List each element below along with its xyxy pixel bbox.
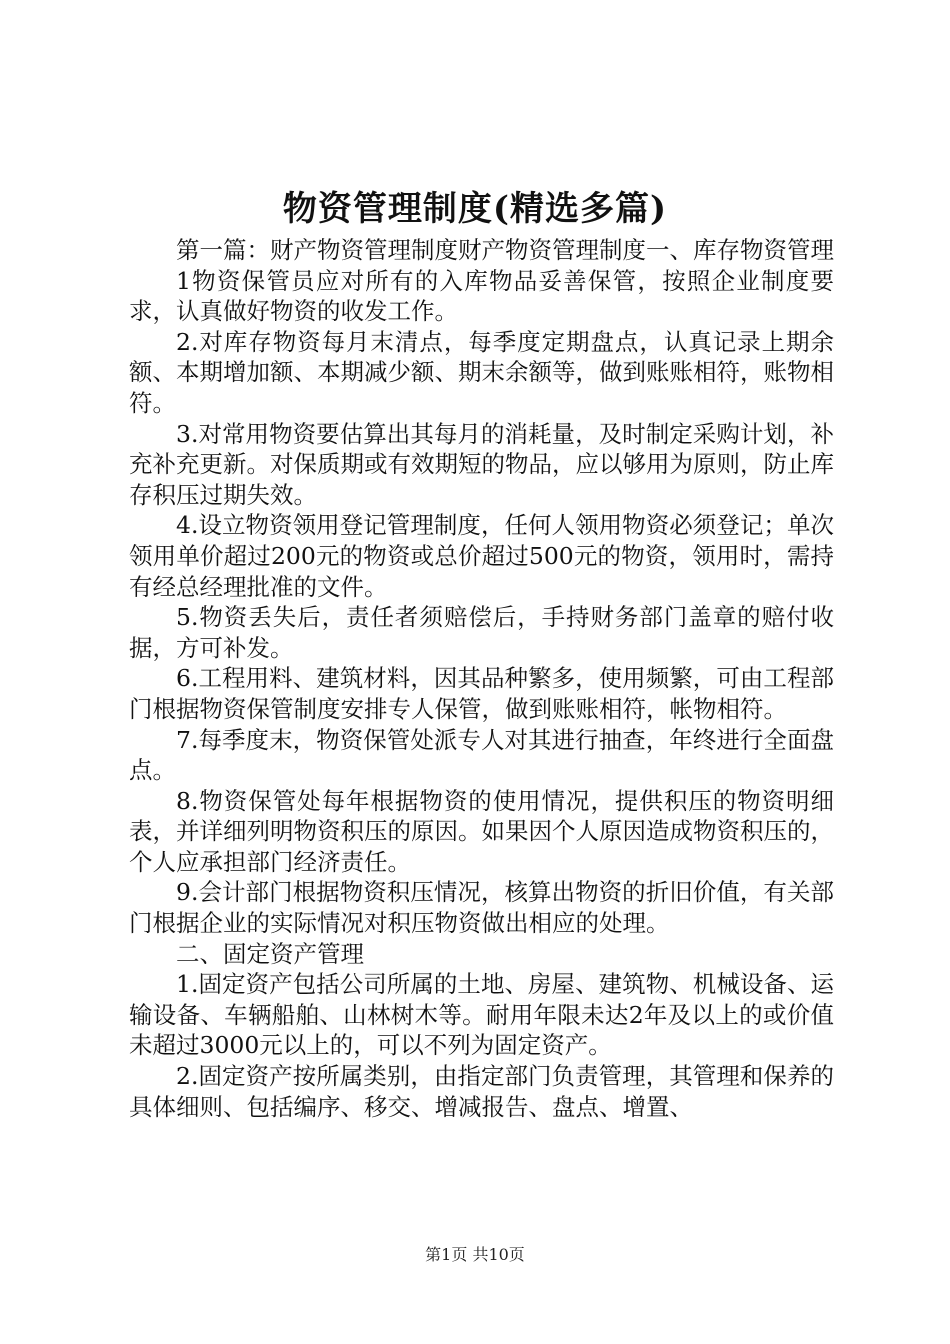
paragraph: 1物资保管员应对所有的入库物品妥善保管，按照企业制度要求，认真做好物资的收发工作。 bbox=[129, 266, 834, 326]
section-heading: 二、固定资产管理 bbox=[176, 939, 364, 968]
paragraph: 6.工程用料、建筑材料，因其品种繁多，使用频繁，可由工程部门根据物资保管制度安排专人保管，做到账账相符，帐物相符。 bbox=[129, 664, 834, 723]
paragraph: 9.会计部门根据物资积压情况，核算出物资的折旧价值，有关部门根据企业的实际情况对积压物资做出相应的处理。 bbox=[129, 878, 834, 938]
paragraph: 1.固定资产包括公司所属的土地、房屋、建筑物、机械设备、运输设备、车辆船舶、山林树木等。耐用年限未达2年及以上的或价值未超过3000元以上的，可以不列为固定资产。 bbox=[129, 970, 834, 1060]
paragraph: 3.对常用物资要估算出其每月的消耗量，及时制定采购计划，补充补充更新。对保质期或有效期短的物品，应以够用为原则，防止库存积压过期失效。 bbox=[129, 419, 834, 509]
paragraph: 4.设立物资领用登记管理制度，任何人领用物资必须登记；单次领用单价超过200元的物资或总价超过500元的物资，领用时，需持有经总经理批准的文件。 bbox=[129, 511, 834, 601]
paragraph: 8.物资保管处每年根据物资的使用情况，提供积压的物资明细表，并详细列明物资积压的原因。如果因个人原因造成物资积压的，个人应承担部门经济责任。 bbox=[129, 786, 834, 876]
paragraph: 第一篇：财产物资管理制度财产物资管理制度一、库存物资管理 bbox=[176, 236, 834, 264]
paragraph: 2.固定资产按所属类别，由指定部门负责管理，其管理和保养的具体细则、包括编序、移交、增减报告、盘点、增置、 bbox=[129, 1062, 834, 1121]
paragraph: 5.物资丢失后，责任者须赔偿后，手持财务部门盖章的赔付收据，方可补发。 bbox=[129, 603, 834, 662]
document-title: 物资管理制度(精选多篇) bbox=[282, 189, 668, 229]
paragraph: 7.每季度末，物资保管处派专人对其进行抽查，年终进行全面盘点。 bbox=[129, 725, 834, 785]
document-body bbox=[129, 235, 834, 1122]
page-footer: 第1页 共10页 bbox=[425, 1245, 525, 1264]
paragraph: 2.对库存物资每月末清点，每季度定期盘点，认真记录上期余额、本期增加额、本期减少额、期末余额等，做到账账相符，账物相符。 bbox=[129, 327, 834, 417]
